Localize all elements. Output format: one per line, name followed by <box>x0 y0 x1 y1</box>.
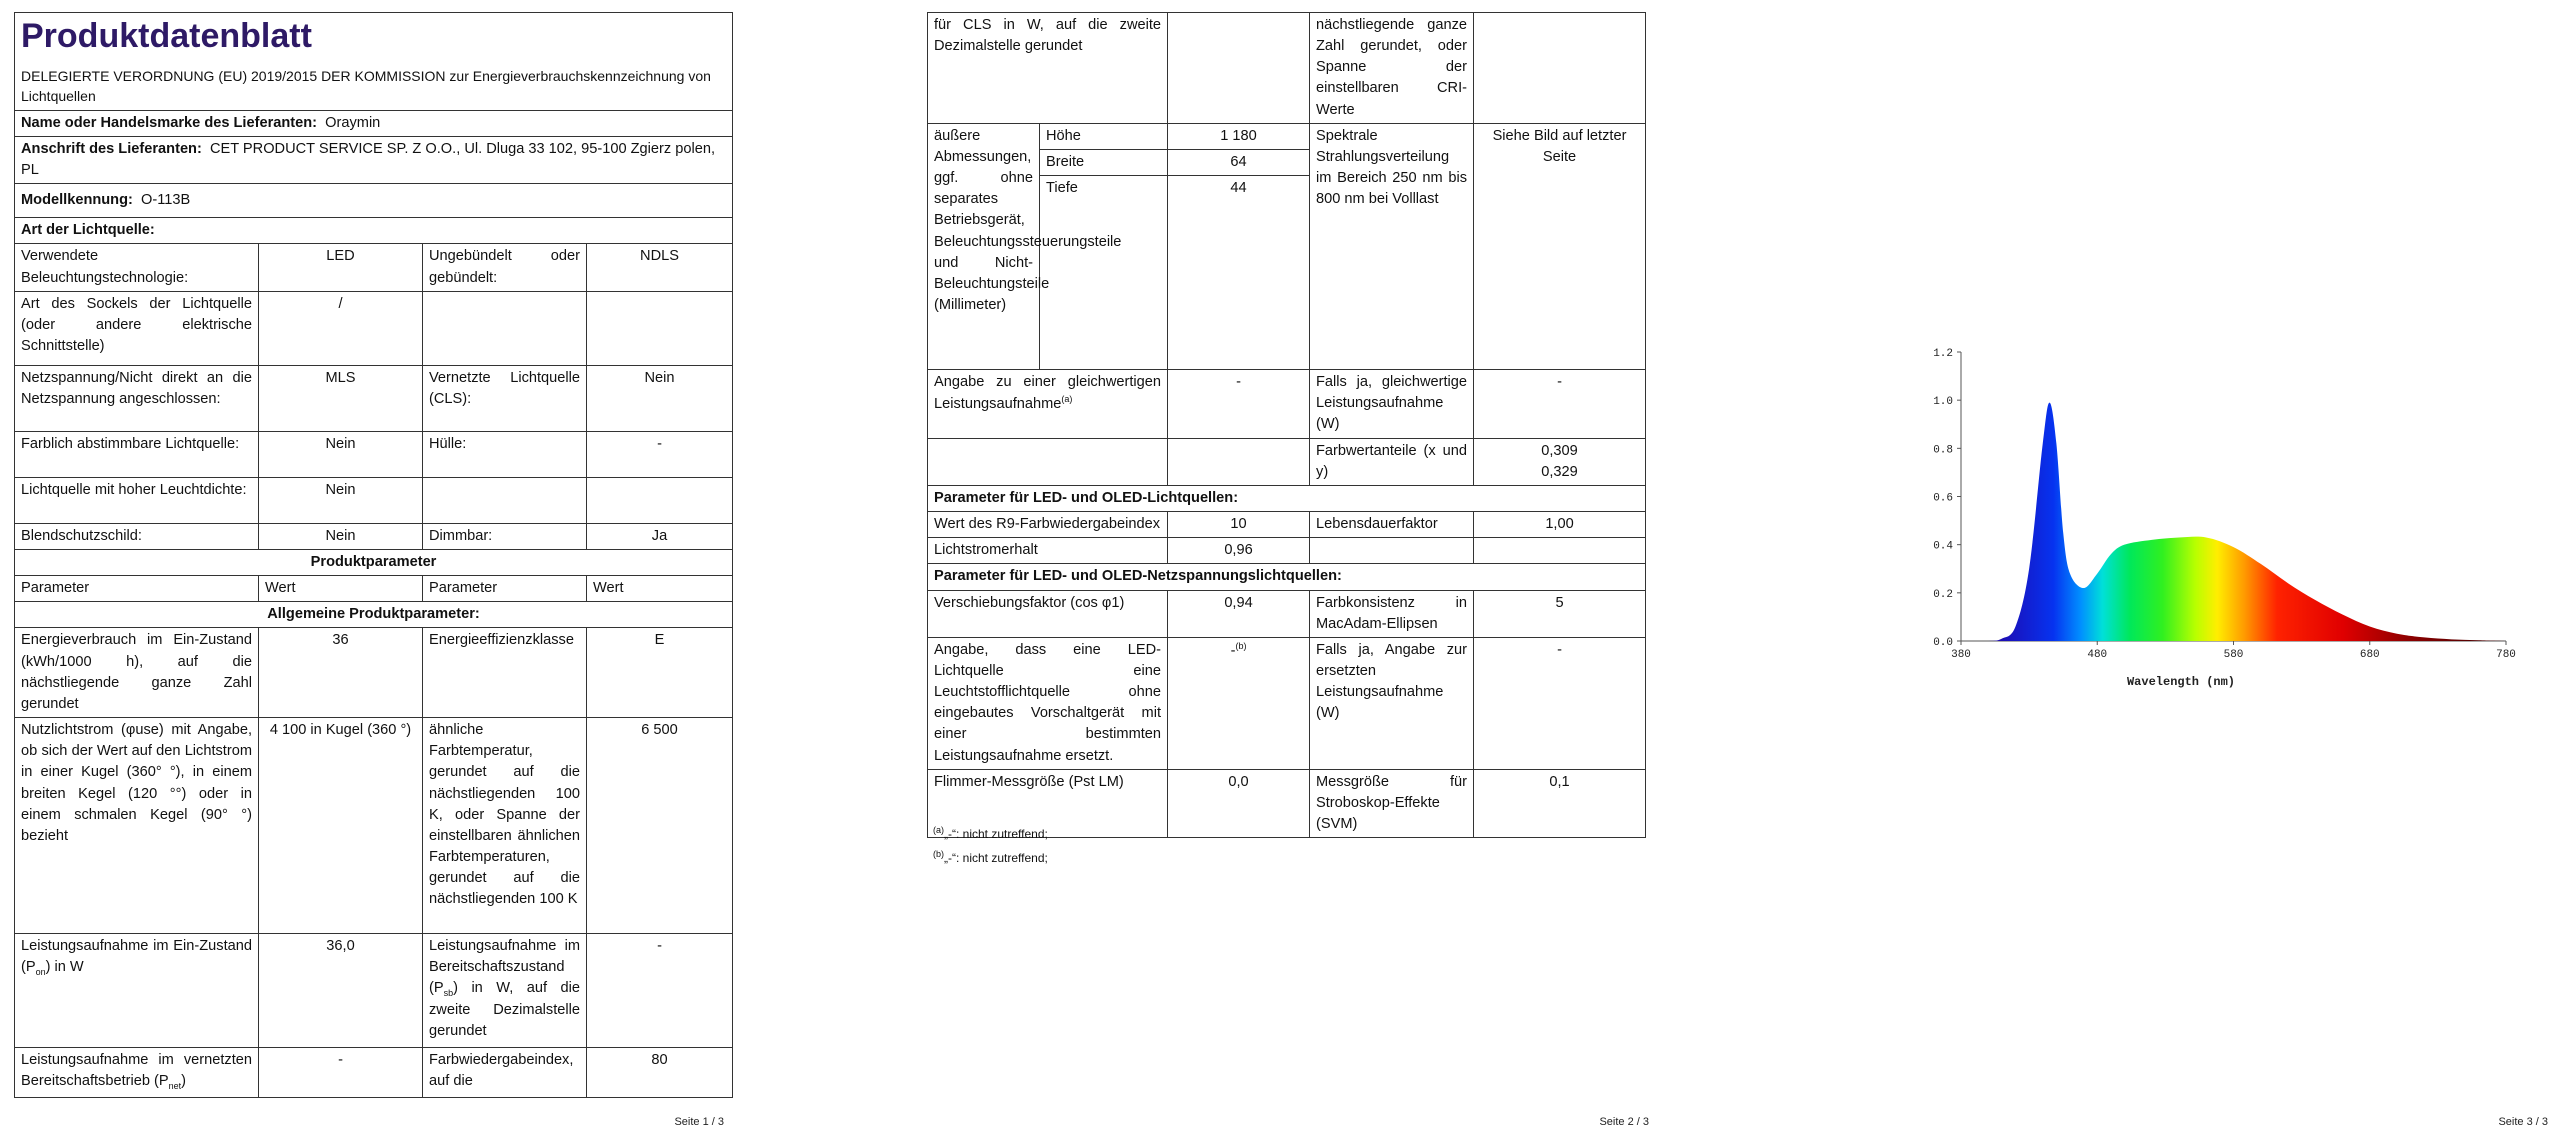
row-label: Farblich abstimmbare Lichtquelle: <box>15 431 259 477</box>
x-tick-labels <box>1951 641 2516 661</box>
psb-label <box>423 934 587 1048</box>
energy-class-value: E <box>587 628 733 718</box>
supplier-label: Name oder Handelsmarke des Lieferanten: <box>21 114 318 131</box>
mains-params-heading: Parameter für LED- und OLED-Netzspannungslichtquellen: <box>928 564 1646 590</box>
footnote-a-mark: (a) <box>933 825 944 835</box>
table-row <box>928 13 1646 124</box>
spectrum-area <box>1961 403 2506 641</box>
model-label: Modellkennung: <box>21 192 133 209</box>
r9-value: 10 <box>1168 512 1310 538</box>
x-tick-label: 480 <box>2087 649 2108 661</box>
row-label: Vernetzte Lichtquelle (CLS): <box>423 365 587 431</box>
retrofit-power-value: - <box>1474 637 1646 769</box>
empty-cell <box>1168 13 1310 124</box>
y-tick-labels <box>1933 348 1961 649</box>
r9-label: Wert des R9-Farbwiedergabeindex <box>928 512 1168 538</box>
pon-label-tail: ) in W <box>45 959 84 976</box>
displacement-label: Verschiebungsfaktor (cos φ1) <box>928 590 1168 637</box>
color-consistency-label: Farbkonsistenz in MacAdam-Ellipsen <box>1310 590 1474 637</box>
chromaticity-label: Farbwertanteile (x und y) <box>1310 438 1474 485</box>
spectral-value: Siehe Bild auf letzter Seite <box>1474 123 1646 369</box>
row-value: Nein <box>587 365 733 431</box>
lifetime-factor-label: Lebensdauerfaktor <box>1310 512 1474 538</box>
table-row <box>15 628 733 718</box>
equiv-power-sup: (a) <box>1061 394 1073 405</box>
col-header-param: Parameter <box>15 576 259 602</box>
retrofit-value-sup: (b) <box>1235 640 1247 651</box>
row-value: LED <box>259 244 423 291</box>
pnet-label-text: Leistungsaufnahme im vernetzten Bereitschaftsbetrieb (P <box>21 1052 252 1090</box>
dim-name: Höhe <box>1040 123 1168 149</box>
y-tick-label: 0.4 <box>1933 540 1953 553</box>
stroboscopic-value: 0,1 <box>1474 769 1646 837</box>
row-value: Nein <box>259 431 423 477</box>
row-value: MLS <box>259 365 423 431</box>
footnote-a-text: „-“: nicht zutreffend; <box>944 827 1048 841</box>
empty-cell <box>1474 13 1646 124</box>
footnote-b-mark: (b) <box>933 848 944 859</box>
supplier-value: Oraymin <box>325 114 381 131</box>
table-row <box>928 438 1646 485</box>
datasheet-table-page-2 <box>927 12 1646 838</box>
table-row <box>928 637 1646 769</box>
col-header-value: Wert <box>259 576 423 602</box>
empty-cell <box>1310 538 1474 564</box>
energy-value: 36 <box>259 628 423 718</box>
pnet-value: - <box>259 1048 423 1098</box>
row-label: Blendschutzschild: <box>15 523 259 549</box>
footnote-b-text: „-“: nicht zutreffend; <box>944 850 1048 865</box>
chromaticity-y: 0,329 <box>1541 463 1578 480</box>
row-label: Hülle: <box>423 431 587 477</box>
pon-value: 36,0 <box>259 934 423 1048</box>
spectrum-curve <box>1961 403 2506 641</box>
equiv-power-value: - <box>1168 370 1310 438</box>
cri-continued-label: nächstliegende ganze Zahl gerundet, oder Spanne der einstellbaren CRI-Werte <box>1310 13 1474 124</box>
color-consistency-value: 5 <box>1474 590 1646 637</box>
row-value <box>587 477 733 523</box>
lifetime-factor-value: 1,00 <box>1474 512 1646 538</box>
page-3 <box>1850 0 2560 1142</box>
x-tick-label: 780 <box>2496 649 2516 661</box>
table-row <box>928 538 1646 564</box>
chromaticity-x: 0,309 <box>1541 442 1578 459</box>
pnet-label-tail: ) <box>181 1073 187 1090</box>
cct-value: 6 500 <box>587 718 733 934</box>
regulation-text: DELEGIERTE VERORDNUNG (EU) 2019/2015 DER KOMMISSION zur Energieverbrauchskennzeichnung von Lichtquellen <box>21 68 711 105</box>
x-axis-label: Wavelength (nm) <box>2126 675 2236 689</box>
led-params-heading: Parameter für LED- und OLED-Lichtquellen: <box>928 485 1646 511</box>
dim-value: 64 <box>1168 149 1310 175</box>
retrofit-power-label: Falls ja, Angabe zur ersetzten Leistungsaufnahme (W) <box>1310 637 1474 769</box>
lumen-maintenance-value: 0,96 <box>1168 538 1310 564</box>
psb-label-text: Leistungsaufnahme im Bereitschaftszustand (P <box>429 938 580 997</box>
dimensions-label: äußere Abmessungen, ggf. ohne separates Betriebsgerät, Beleuchtungssteuerungsteile und Nicht-Beleuchtungsteile (Millimeter) <box>928 123 1040 369</box>
row-label: Verwendete Beleuchtungstechnologie: <box>15 244 259 291</box>
energy-label: Energieverbrauch im Ein-Zustand (kWh/1000 h), auf die nächstliegende ganze Zahl gerundet <box>15 628 259 718</box>
page-3-footer: Seite 3 / 3 <box>2498 1116 2548 1128</box>
row-label: Lichtquelle mit hoher Leuchtdichte: <box>15 477 259 523</box>
y-tick-label: 1.2 <box>1933 348 1953 360</box>
row-label: Netzspannung/Nicht direkt an die Netzspannung angeschlossen: <box>15 365 259 431</box>
dim-value: 1 180 <box>1168 123 1310 149</box>
y-tick-label: 0.2 <box>1933 588 1953 601</box>
equiv-power-label <box>928 370 1168 438</box>
y-tick-label: 0.0 <box>1933 637 1953 649</box>
empty-cell <box>928 438 1168 485</box>
y-tick-label: 1.0 <box>1933 396 1953 409</box>
model-value: O-113B <box>141 192 191 209</box>
energy-class-label: Energieeffizienzklasse <box>423 628 587 718</box>
footnotes <box>933 822 1048 870</box>
empty-cell <box>1168 438 1310 485</box>
flux-value: 4 100 in Kugel (360 °) <box>259 718 423 934</box>
stroboscopic-label: Messgröße für Stroboskop-Effekte (SVM) <box>1310 769 1474 837</box>
row-value <box>587 291 733 365</box>
x-tick-label: 580 <box>2223 649 2244 661</box>
column-header-row <box>15 576 733 602</box>
row-label: Art des Sockels der Lichtquelle (oder andere elektrische Schnittstelle) <box>15 291 259 365</box>
lumen-maintenance-label: Lichtstromerhalt <box>928 538 1168 564</box>
dim-name: Tiefe <box>1040 176 1168 370</box>
page-1-footer: Seite 1 / 3 <box>674 1116 724 1128</box>
col-header-param: Parameter <box>423 576 587 602</box>
light-type-heading: Art der Lichtquelle: <box>15 218 733 244</box>
row-value: Nein <box>259 477 423 523</box>
table-row <box>15 523 733 549</box>
table-row <box>15 1048 733 1098</box>
cri-label: Farbwiedergabeindex, auf die <box>423 1048 587 1098</box>
psb-label-tail: ) in W, auf die zweite Dezimalstelle gerundet <box>429 980 580 1040</box>
equiv-power-text: Angabe zu einer gleichwertigen Leistungsaufnahme <box>934 374 1162 413</box>
table-row <box>15 244 733 291</box>
address-label: Anschrift des Lieferanten: <box>21 140 202 157</box>
product-params-heading: Produktparameter <box>15 549 733 575</box>
table-row <box>15 431 733 477</box>
address-value: CET PRODUCT SERVICE SP. Z O.O., Ul. Dluga 33 102, 95-100 Zgierz polen, PL <box>21 140 716 178</box>
flux-label: Nutzlichtstrom (φuse) mit Angabe, ob sich der Wert auf den Lichtstrom in einer Kugel (360° °), in einem breiten Kegel (120 °°) oder in einem schmalen Kegel (90° °) bezieht <box>15 718 259 934</box>
col-header-value: Wert <box>587 576 733 602</box>
table-row <box>15 934 733 1048</box>
empty-cell <box>1474 538 1646 564</box>
spectral-distribution-chart <box>1850 330 2550 730</box>
table-row <box>15 365 733 431</box>
y-tick-label: 0.8 <box>1933 444 1953 457</box>
retrofit-value <box>1168 637 1310 769</box>
table-row <box>15 291 733 365</box>
cct-label: ähnliche Farbtemperatur, gerundet auf die nächstliegenden 100 K, oder Spanne der einstellbaren ähnlichen Farbtemperaturen, gerundet auf die nächstliegenden 100 K <box>423 718 587 934</box>
ifyes-power-value: - <box>1474 370 1646 438</box>
table-row <box>928 512 1646 538</box>
retrofit-value-text: - <box>1230 642 1236 659</box>
row-value: Ja <box>587 523 733 549</box>
pon-label <box>15 934 259 1048</box>
table-row <box>928 123 1646 149</box>
footnote-b <box>933 846 1048 870</box>
retrofit-label: Angabe, dass eine LED-Lichtquelle eine Leuchtstofflichtquelle ohne eingebautes Vorschaltgerät mit einer bestimmten Leistungsaufnahme ersetzt. <box>928 637 1168 769</box>
x-tick-label: 380 <box>1951 649 1971 661</box>
cls-continued-label: für CLS in W, auf die zweite Dezimalstelle gerundet <box>928 13 1168 124</box>
ifyes-power-label: Falls ja, gleichwertige Leistungsaufnahme (W) <box>1310 370 1474 438</box>
page-title: Produktdatenblatt <box>21 17 312 55</box>
psb-label-sub: sb <box>443 988 454 999</box>
dim-value: 44 <box>1168 176 1310 370</box>
row-label <box>423 291 587 365</box>
pnet-label <box>15 1048 259 1098</box>
displacement-value: 0,94 <box>1168 590 1310 637</box>
row-value: - <box>587 431 733 477</box>
pon-label-text: Leistungsaufnahme im Ein-Zustand (P <box>21 938 252 976</box>
row-value: NDLS <box>587 244 733 291</box>
row-label: Dimmbar: <box>423 523 587 549</box>
row-label: Ungebündelt oder gebündelt: <box>423 244 587 291</box>
table-row <box>15 477 733 523</box>
spectral-label: Spektrale Strahlungsverteilung im Bereich 250 nm bis 800 nm bei Volllast <box>1310 123 1474 369</box>
page-2-footer: Seite 2 / 3 <box>1599 1116 1649 1128</box>
page-2 <box>925 0 1665 1142</box>
table-row <box>15 718 733 934</box>
row-label <box>423 477 587 523</box>
page-1 <box>0 0 740 1142</box>
chromaticity-values <box>1474 438 1646 485</box>
pnet-label-sub: net <box>168 1081 182 1092</box>
table-row <box>928 590 1646 637</box>
psb-value: - <box>587 934 733 1048</box>
flicker-value: 0,0 <box>1168 769 1310 837</box>
row-value: Nein <box>259 523 423 549</box>
flicker-label: Flimmer-Messgröße (Pst LM) <box>928 769 1168 837</box>
table-row <box>928 370 1646 438</box>
y-tick-label: 0.6 <box>1933 492 1953 505</box>
general-params-heading: Allgemeine Produktparameter: <box>15 602 733 628</box>
row-value: / <box>259 291 423 365</box>
pon-label-sub: on <box>35 967 46 978</box>
cri-value: 80 <box>587 1048 733 1098</box>
footnote-a <box>933 822 1048 846</box>
dim-name: Breite <box>1040 149 1168 175</box>
x-tick-label: 680 <box>2359 649 2380 661</box>
datasheet-table-page-1 <box>14 12 733 1098</box>
